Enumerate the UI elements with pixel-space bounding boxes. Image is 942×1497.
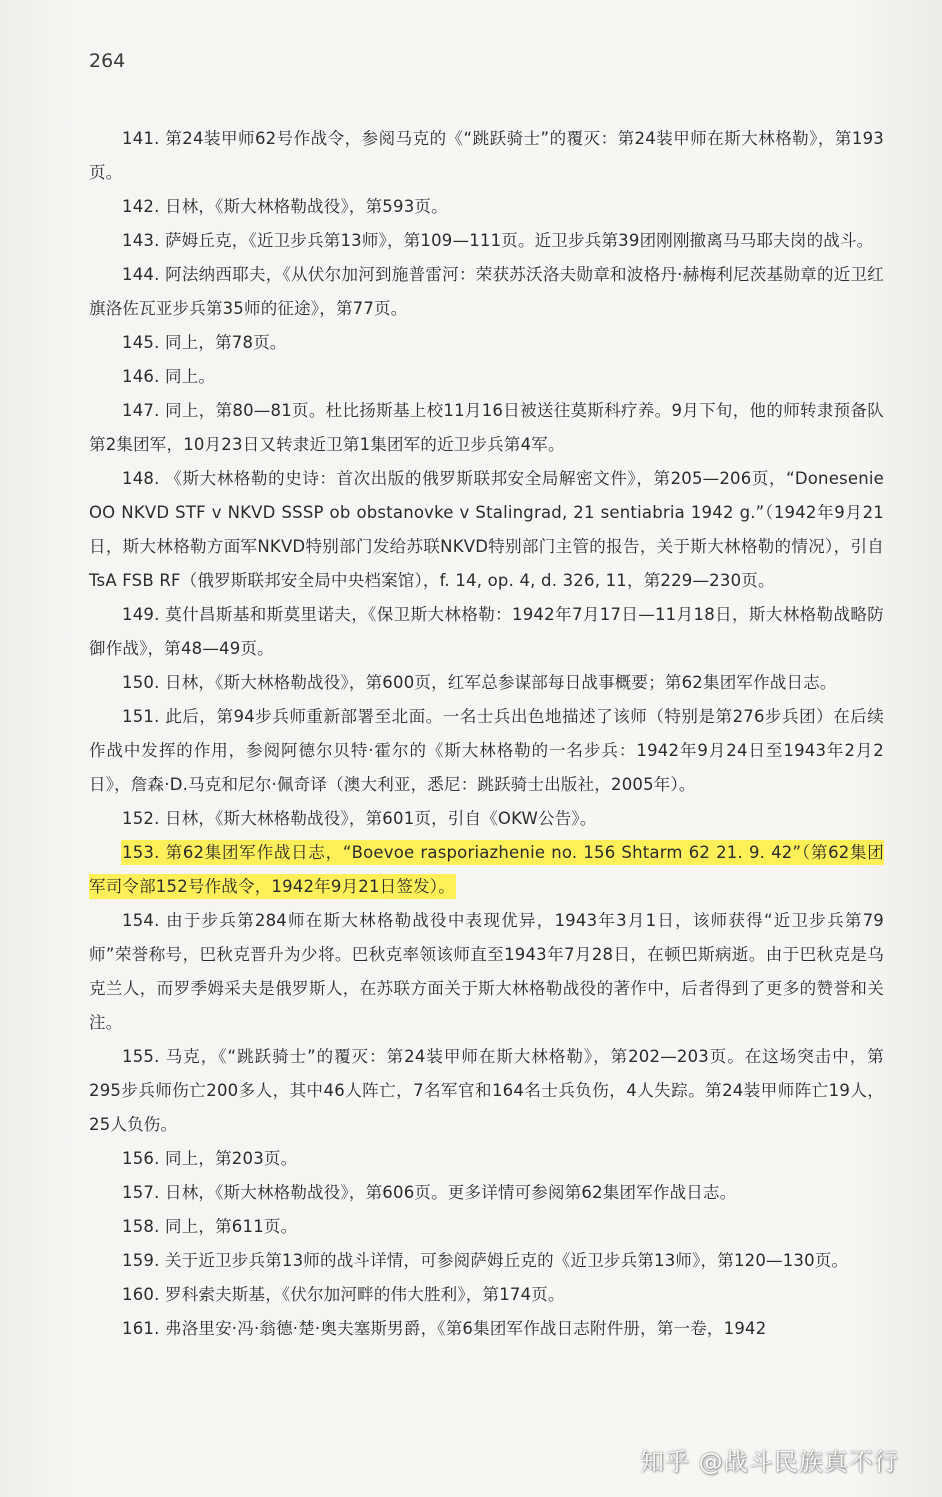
endnote: [89, 1040, 884, 1142]
endnote-highlighted: [89, 836, 884, 904]
endnote: [89, 1210, 884, 1244]
endnote-number: 155.: [122, 1047, 160, 1066]
endnote-number: 159.: [122, 1251, 160, 1270]
endnote-text: 此后，第94步兵师重新部署至北面。一名士兵出色地描述了该师（特别是第276步兵团）在后续作战中发挥的作用，参阅阿德尔贝特·霍尔的《斯大林格勒的一名步兵：1942年9月24日至1943年2月2日》，詹森·D.马克和尼尔·佩奇译（澳大利亚，悉尼：跳跃骑士出版社，2005年）。: [89, 707, 884, 794]
endnote-number: 149.: [122, 605, 160, 624]
endnote-number: 141.: [122, 129, 160, 148]
endnote: [89, 1176, 884, 1210]
endnote-text: 同上，第203页。: [165, 1149, 298, 1168]
endnote-text: 由于步兵第284师在斯大林格勒战役中表现优异，1943年3月1日，该师获得“近卫步兵第79师”荣誉称号，巴秋克晋升为少将。巴秋克率领该师直至1943年7月28日，在顿巴斯病逝。由于巴秋克是乌克兰人，而罗季姆采夫是俄罗斯人，在苏联方面关于斯大林格勒战役的著作中，后者得到了更多的赞誉和关注。: [89, 911, 884, 1032]
endnote-number: 153.: [122, 843, 160, 862]
endnote-number: 156.: [122, 1149, 160, 1168]
endnote-text: 日林，《斯大林格勒战役》，第600页，红军总参谋部每日战事概要；第62集团军作战日志。: [165, 673, 837, 692]
endnote-number: 151.: [122, 707, 160, 726]
endnote: [89, 1312, 884, 1346]
endnote-text: 关于近卫步兵第13师的战斗详情，可参阅萨姆丘克的《近卫步兵第13师》，第120—130页。: [165, 1251, 849, 1270]
endnote-text: 同上。: [165, 367, 216, 386]
endnote-number: 150.: [122, 673, 160, 692]
endnote: [89, 598, 884, 666]
endnote: [89, 802, 884, 836]
endnote-number: 148.: [122, 469, 160, 488]
endnote-text: 萨姆丘克，《近卫步兵第13师》，第109—111页。近卫步兵第39团刚刚撤离马马耶夫岗的战斗。: [165, 231, 874, 250]
endnote: [89, 1278, 884, 1312]
endnote: [89, 462, 884, 598]
endnote-text: 罗科索夫斯基，《伏尔加河畔的伟大胜利》，第174页。: [165, 1285, 565, 1304]
endnote: [89, 360, 884, 394]
endnote-text: 同上，第80—81页。杜比扬斯基上校11月16日被送往莫斯科疗养。9月下旬，他的师转隶预备队第2集团军，10月23日又转隶近卫第1集团军的近卫步兵第4军。: [89, 401, 884, 454]
endnote: [89, 700, 884, 802]
endnote-number: 147.: [122, 401, 160, 420]
endnote-text: 弗洛里安·冯·翁德·楚·奥夫塞斯男爵，《第6集团军作战日志附件册，第一卷，1942: [165, 1319, 767, 1338]
endnote-text: 日林，《斯大林格勒战役》，第601页，引自《OKW公告》。: [165, 809, 597, 828]
endnote-text: 第24装甲师62号作战令，参阅马克的《“跳跃骑士”的覆灭：第24装甲师在斯大林格勒》，第193页。: [89, 129, 884, 182]
highlight-mark: [89, 841, 884, 898]
endnote-number: 142.: [122, 197, 160, 216]
endnote-text: 《斯大林格勒的史诗：首次出版的俄罗斯联邦安全局解密文件》，第205—206页，“Donesenie OO NKVD STF v NKVD SSSP ob obstanovke v Stalingrad, 21 sentiabria 1942 g.”（1942年9月21日，斯大林格勒方面军NKVD特别部门发给苏联NKVD特别部门主管的报告，关于斯大林格勒的情况），引自TsA FSB RF（俄罗斯联邦安全局中央档案馆），f. 14, op. 4, d. 326, 11，第229—230页。: [89, 469, 884, 590]
endnote-number: 146.: [122, 367, 160, 386]
endnote-number: 161.: [122, 1319, 160, 1338]
endnote: [89, 190, 884, 224]
endnote-number: 144.: [122, 265, 160, 284]
endnote: [89, 1142, 884, 1176]
endnote: [89, 224, 884, 258]
watermark: 知乎 @战斗民族真不行: [640, 1448, 899, 1476]
endnote: [89, 666, 884, 700]
endnote-number: 145.: [122, 333, 160, 352]
endnote-text: 日林，《斯大林格勒战役》，第606页。更多详情可参阅第62集团军作战日志。: [165, 1183, 737, 1202]
endnote-number: 157.: [122, 1183, 160, 1202]
endnote: [89, 258, 884, 326]
endnote-text: 日林，《斯大林格勒战役》，第593页。: [165, 197, 448, 216]
endnote: [89, 1244, 884, 1278]
page-number: 264: [89, 50, 126, 72]
endnote: [89, 904, 884, 1040]
endnote-number: 158.: [122, 1217, 160, 1236]
endnotes-list: [89, 122, 884, 1346]
endnote-number: 154.: [122, 911, 160, 930]
endnote-text: 莫什昌斯基和斯莫里诺夫，《保卫斯大林格勒：1942年7月17日—11月18日，斯大林格勒战略防御作战》，第48—49页。: [89, 605, 884, 658]
endnote-text: 阿法纳西耶夫，《从伏尔加河到施普雷河：荣获苏沃洛夫勋章和波格丹·赫梅利尼茨基勋章的近卫红旗洛佐瓦亚步兵第35师的征途》，第77页。: [89, 265, 884, 318]
endnote-number: 152.: [122, 809, 160, 828]
endnote-text: 同上，第78页。: [165, 333, 287, 352]
endnote: [89, 122, 884, 190]
endnote-number: 160.: [122, 1285, 160, 1304]
endnote: [89, 326, 884, 360]
endnote: [89, 394, 884, 462]
endnote-number: 143.: [122, 231, 160, 250]
endnote-text: 同上，第611页。: [165, 1217, 298, 1236]
endnote-text: 马克，《“跳跃骑士”的覆灭：第24装甲师在斯大林格勒》，第202—203页。在这场突击中，第295步兵师伤亡200多人，其中46人阵亡，7名军官和164名士兵负伤，4人失踪。第24装甲师阵亡19人，25人负伤。: [89, 1047, 884, 1134]
endnote-text: 第62集团军作战日志，“Boevoe rasporiazhenie no. 156 Shtarm 62 21. 9. 42”（第62集团军司令部152号作战令，1942年9月21日签发）。: [89, 843, 884, 896]
